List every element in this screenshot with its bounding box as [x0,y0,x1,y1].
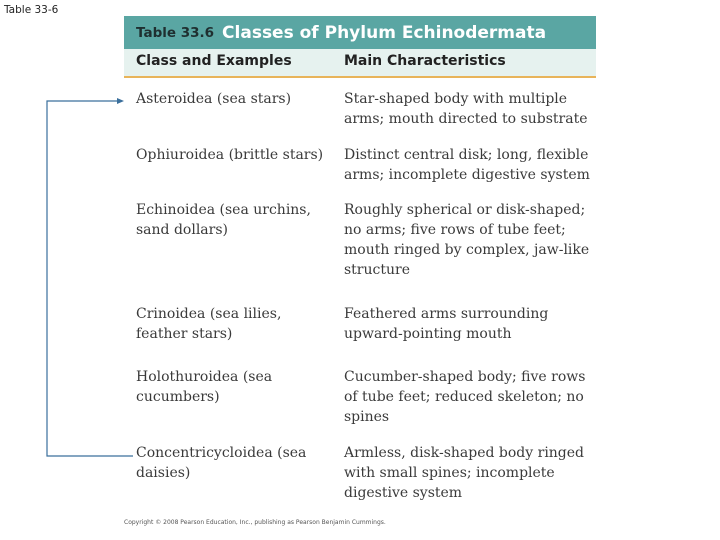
row-crinoidea-characteristics: Feathered arms surrounding upward-pointing mouth [344,306,549,342]
row-echinoidea-characteristics: Roughly spherical or disk-shaped; no arms; five rows of tube feet; mouth ringed by complex, jaw-like structure [344,202,590,278]
arrowhead-icon [117,98,124,104]
row-echinoidea-class: Echinoidea (sea urchins, sand dollars) [136,202,311,238]
row-asteroidea-class: Asteroidea (sea stars) [136,91,292,107]
column-header-characteristics: Main Characteristics [344,53,506,69]
copyright-notice: Copyright © 2008 Pearson Education, Inc., publishing as Pearson Benjamin Cummings. [124,519,386,526]
row-crinoidea-class: Crinoidea (sea lilies, feather stars) [136,306,282,342]
column-header-class: Class and Examples [136,53,292,69]
slide-label: Table 33-6 [4,4,59,16]
row-concentricycloidea-class: Concentricycloidea (sea daisies) [136,445,307,481]
table-number: Table 33.6 [136,24,215,41]
table-title-bar [124,16,596,49]
row-ophiuroidea-class: Ophiuroidea (brittle stars) [136,147,324,163]
row-ophiuroidea-characteristics: Distinct central disk; long, flexible arms; incomplete digestive system [344,147,590,183]
table-header-row [124,49,596,78]
row-asteroidea-characteristics: Star-shaped body with multiple arms; mouth directed to substrate [344,91,588,127]
row-concentricycloidea-characteristics: Armless, disk-shaped body ringed with small spines; incomplete digestive system [344,445,585,501]
row-holothuroidea-characteristics: Cucumber-shaped body; five rows of tube feet; reduced skeleton; no spines [344,369,586,425]
table-title: Classes of Phylum Echinodermata [222,22,547,43]
row-holothuroidea-class: Holothuroidea (sea cucumbers) [136,369,273,405]
